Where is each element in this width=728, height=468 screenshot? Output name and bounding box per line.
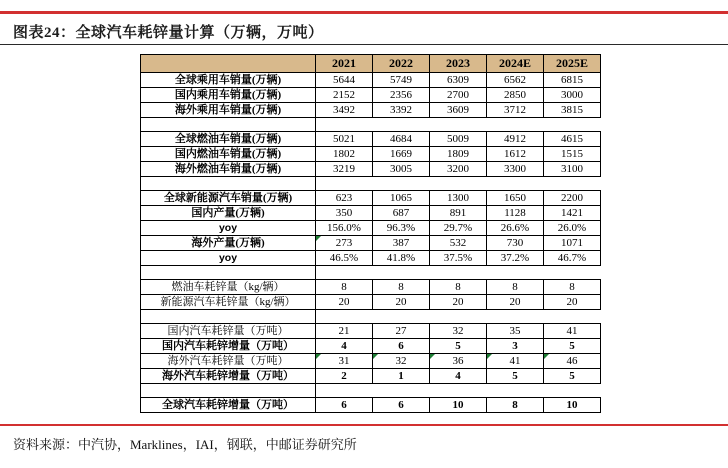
value-cell: 3300 — [487, 162, 544, 177]
spacer-cell — [373, 177, 430, 191]
value-cell: 8 — [544, 280, 601, 295]
value-cell: 21 — [316, 324, 373, 339]
table-row — [141, 147, 601, 162]
value-cell: 5749 — [373, 73, 430, 88]
value-cell: 2152 — [316, 88, 373, 103]
value-cell: 3200 — [430, 162, 487, 177]
value-cell: 1669 — [373, 147, 430, 162]
value-cell: 8 — [487, 280, 544, 295]
value-cell: 6562 — [487, 73, 544, 88]
value-cell: 46 — [544, 354, 601, 369]
row-label: yoy — [141, 251, 316, 266]
value-cell: 5 — [544, 339, 601, 354]
spacer-cell — [141, 118, 316, 132]
cell-flag-triangle-icon — [487, 354, 492, 359]
value-cell: 3609 — [430, 103, 487, 118]
value-cell: 10 — [544, 398, 601, 413]
value-cell: 8 — [487, 398, 544, 413]
header-cell-label — [141, 55, 316, 73]
value-cell: 1071 — [544, 236, 601, 251]
value-cell: 4615 — [544, 132, 601, 147]
row-label: 国内产量(万辆) — [141, 206, 316, 221]
source-note: 资料来源：中汽协，Marklines，IAI，钢联，中邮证券研究所 — [13, 437, 357, 452]
row-label: 国内燃油车销量(万辆) — [141, 147, 316, 162]
value-cell: 2700 — [430, 88, 487, 103]
value-cell: 156.0% — [316, 221, 373, 236]
value-cell: 35 — [487, 324, 544, 339]
row-label: 国内乘用车销量(万辆) — [141, 88, 316, 103]
value-cell: 1 — [373, 369, 430, 384]
spacer-cell — [316, 177, 373, 191]
value-cell: 8 — [430, 280, 487, 295]
value-cell: 6 — [316, 398, 373, 413]
row-label: 海外乘用车销量(万辆) — [141, 103, 316, 118]
value-cell: 41.8% — [373, 251, 430, 266]
table-row — [141, 191, 601, 206]
value-cell: 3815 — [544, 103, 601, 118]
table-row — [141, 295, 601, 310]
cell-flag-triangle-icon — [430, 354, 435, 359]
value-cell: 2 — [316, 369, 373, 384]
spacer-cell — [544, 177, 601, 191]
value-cell: 5009 — [430, 132, 487, 147]
value-cell: 32 — [373, 354, 430, 369]
value-cell: 29.7% — [430, 221, 487, 236]
table-row — [141, 103, 601, 118]
value-cell: 4 — [316, 339, 373, 354]
value-cell: 2356 — [373, 88, 430, 103]
value-cell: 350 — [316, 206, 373, 221]
table-row — [141, 221, 601, 236]
spacer-row — [141, 310, 601, 324]
spacer-cell — [544, 118, 601, 132]
value-cell: 46.7% — [544, 251, 601, 266]
title-underline — [0, 44, 728, 45]
value-cell: 1065 — [373, 191, 430, 206]
spacer-cell — [373, 310, 430, 324]
cell-flag-triangle-icon — [316, 354, 321, 359]
page-title: 图表24：全球汽车耗锌量计算（万辆，万吨） — [13, 25, 324, 41]
value-cell: 20 — [373, 295, 430, 310]
value-cell: 891 — [430, 206, 487, 221]
spacer-cell — [487, 310, 544, 324]
value-cell: 1300 — [430, 191, 487, 206]
value-cell: 1128 — [487, 206, 544, 221]
value-cell: 1515 — [544, 147, 601, 162]
bottom-rule — [0, 424, 728, 426]
value-cell: 1421 — [544, 206, 601, 221]
header-cell-year: 2021 — [316, 55, 373, 73]
spacer-cell — [430, 266, 487, 280]
row-label: 全球汽车耗锌增量（万吨） — [141, 398, 316, 413]
value-cell: 6309 — [430, 73, 487, 88]
row-label: 海外汽车耗锌增量（万吨） — [141, 369, 316, 384]
value-cell: 3100 — [544, 162, 601, 177]
value-cell: 26.6% — [487, 221, 544, 236]
spacer-cell — [430, 384, 487, 398]
table-row — [141, 251, 601, 266]
table-row — [141, 324, 601, 339]
value-cell: 4912 — [487, 132, 544, 147]
value-cell: 27 — [373, 324, 430, 339]
value-cell: 3 — [487, 339, 544, 354]
value-cell: 3005 — [373, 162, 430, 177]
table-header-row — [141, 55, 601, 73]
cell-flag-triangle-icon — [373, 354, 378, 359]
row-label: yoy — [141, 221, 316, 236]
value-cell: 2200 — [544, 191, 601, 206]
value-cell: 20 — [316, 295, 373, 310]
table-row — [141, 206, 601, 221]
table-row — [141, 369, 601, 384]
spacer-cell — [487, 384, 544, 398]
spacer-cell — [430, 118, 487, 132]
header-cell-year: 2023 — [430, 55, 487, 73]
row-label: 国内汽车耗锌增量（万吨） — [141, 339, 316, 354]
header-cell-year: 2024E — [487, 55, 544, 73]
table-row — [141, 73, 601, 88]
spacer-cell — [487, 118, 544, 132]
value-cell: 3492 — [316, 103, 373, 118]
value-cell: 6 — [373, 398, 430, 413]
spacer-cell — [487, 266, 544, 280]
spacer-cell — [544, 310, 601, 324]
value-cell: 3219 — [316, 162, 373, 177]
value-cell: 3392 — [373, 103, 430, 118]
value-cell: 1809 — [430, 147, 487, 162]
spacer-cell — [430, 177, 487, 191]
spacer-cell — [141, 384, 316, 398]
value-cell: 4684 — [373, 132, 430, 147]
value-cell: 41 — [487, 354, 544, 369]
row-label: 海外产量(万辆) — [141, 236, 316, 251]
value-cell: 46.5% — [316, 251, 373, 266]
table-body — [141, 73, 601, 413]
table-row — [141, 354, 601, 369]
spacer-cell — [544, 384, 601, 398]
zinc-consumption-table — [140, 54, 601, 413]
value-cell: 532 — [430, 236, 487, 251]
spacer-cell — [544, 266, 601, 280]
row-label: 海外汽车耗锌量（万吨） — [141, 354, 316, 369]
spacer-cell — [430, 310, 487, 324]
spacer-row — [141, 384, 601, 398]
spacer-cell — [316, 310, 373, 324]
spacer-cell — [141, 177, 316, 191]
value-cell: 6815 — [544, 73, 601, 88]
value-cell: 3712 — [487, 103, 544, 118]
spacer-row — [141, 266, 601, 280]
cell-flag-triangle-icon — [544, 354, 549, 359]
value-cell: 26.0% — [544, 221, 601, 236]
table-row — [141, 236, 601, 251]
row-label: 新能源汽车耗锌量（kg/辆） — [141, 295, 316, 310]
spacer-cell — [487, 177, 544, 191]
value-cell: 41 — [544, 324, 601, 339]
table-row — [141, 280, 601, 295]
row-label: 全球乘用车销量(万辆) — [141, 73, 316, 88]
value-cell: 273 — [316, 236, 373, 251]
row-label: 全球燃油车销量(万辆) — [141, 132, 316, 147]
row-label: 燃油车耗锌量（kg/辆） — [141, 280, 316, 295]
row-label: 国内汽车耗锌量（万吨） — [141, 324, 316, 339]
cell-flag-triangle-icon — [316, 236, 321, 241]
top-rule — [0, 11, 728, 14]
spacer-cell — [316, 384, 373, 398]
value-cell: 1612 — [487, 147, 544, 162]
value-cell: 32 — [430, 324, 487, 339]
header-cell-year: 2022 — [373, 55, 430, 73]
header-cell-year: 2025E — [544, 55, 601, 73]
table-row — [141, 398, 601, 413]
value-cell: 4 — [430, 369, 487, 384]
value-cell: 6 — [373, 339, 430, 354]
value-cell: 623 — [316, 191, 373, 206]
spacer-row — [141, 177, 601, 191]
value-cell: 10 — [430, 398, 487, 413]
row-label: 全球新能源汽车销量(万辆) — [141, 191, 316, 206]
spacer-cell — [373, 118, 430, 132]
value-cell: 96.3% — [373, 221, 430, 236]
value-cell: 20 — [430, 295, 487, 310]
value-cell: 36 — [430, 354, 487, 369]
value-cell: 730 — [487, 236, 544, 251]
spacer-cell — [316, 118, 373, 132]
value-cell: 5 — [487, 369, 544, 384]
value-cell: 5021 — [316, 132, 373, 147]
spacer-row — [141, 118, 601, 132]
value-cell: 8 — [373, 280, 430, 295]
spacer-cell — [316, 266, 373, 280]
spacer-cell — [373, 384, 430, 398]
spacer-cell — [141, 310, 316, 324]
table-row — [141, 162, 601, 177]
value-cell: 37.5% — [430, 251, 487, 266]
value-cell: 20 — [487, 295, 544, 310]
value-cell: 5 — [430, 339, 487, 354]
value-cell: 8 — [316, 280, 373, 295]
value-cell: 687 — [373, 206, 430, 221]
value-cell: 31 — [316, 354, 373, 369]
value-cell: 5 — [544, 369, 601, 384]
value-cell: 3000 — [544, 88, 601, 103]
spacer-cell — [373, 266, 430, 280]
value-cell: 1802 — [316, 147, 373, 162]
value-cell: 37.2% — [487, 251, 544, 266]
value-cell: 1650 — [487, 191, 544, 206]
value-cell: 20 — [544, 295, 601, 310]
table-row — [141, 132, 601, 147]
row-label: 海外燃油车销量(万辆) — [141, 162, 316, 177]
value-cell: 2850 — [487, 88, 544, 103]
value-cell: 387 — [373, 236, 430, 251]
table-row — [141, 339, 601, 354]
table-row — [141, 88, 601, 103]
value-cell: 5644 — [316, 73, 373, 88]
spacer-cell — [141, 266, 316, 280]
